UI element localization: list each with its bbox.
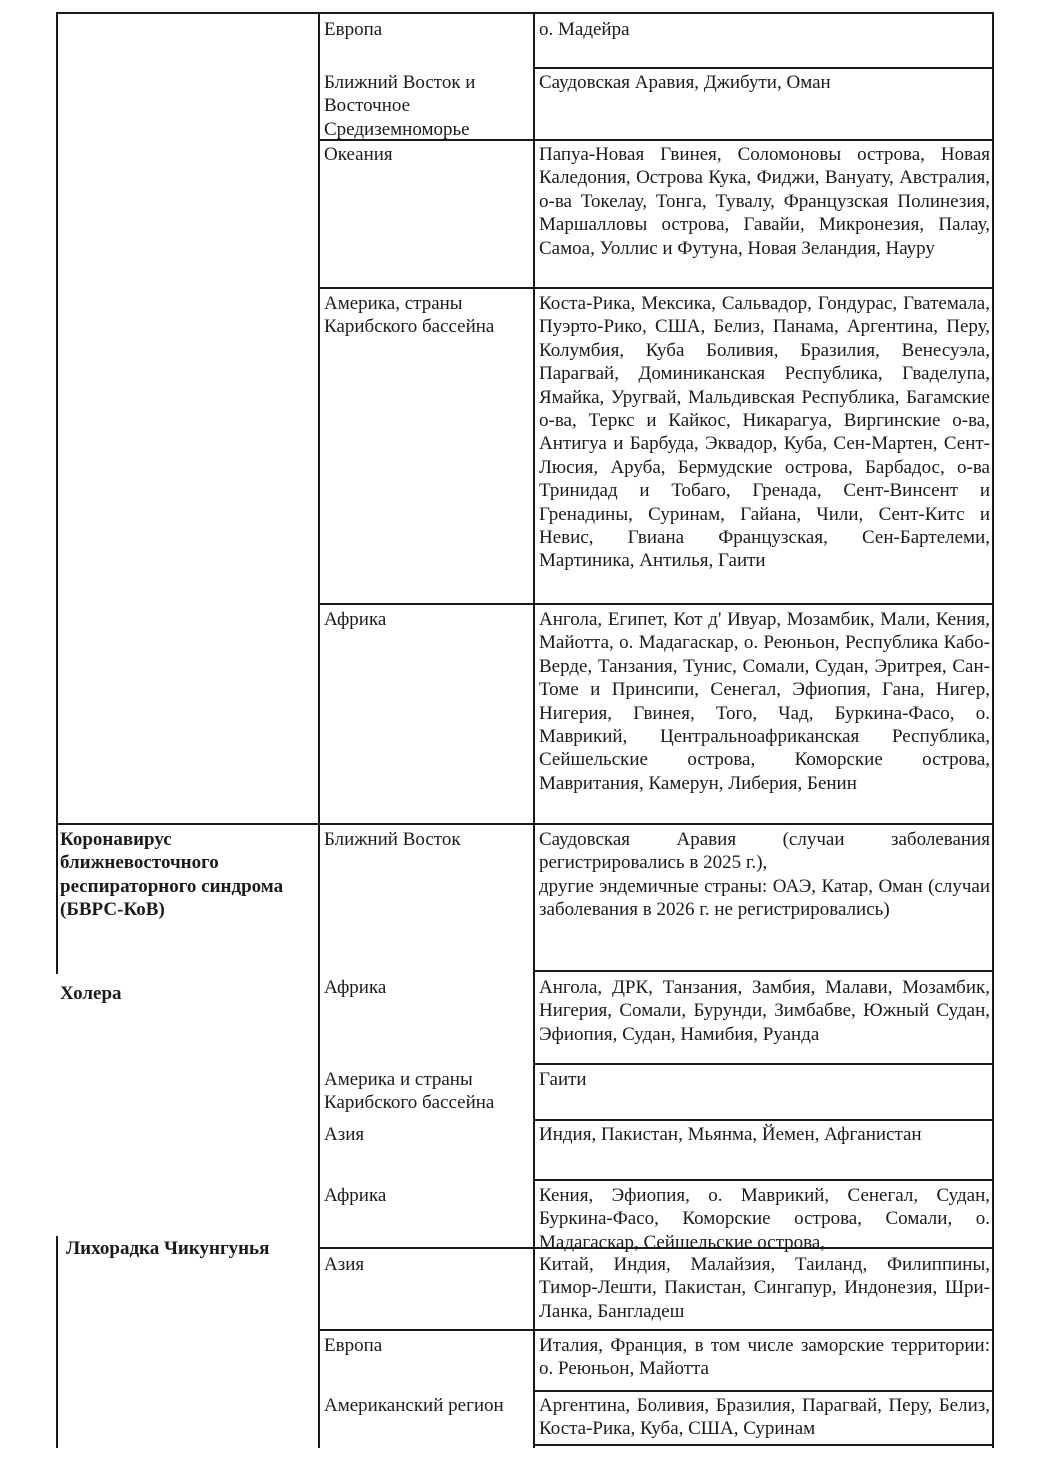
countries-line: Саудовская Аравия (случаи заболевания регистрировались в 2025 г.), (539, 829, 990, 874)
region-cell: Америка и страны Карибского бассейна (324, 1069, 495, 1114)
row-divider (318, 1329, 533, 1331)
region-cell: Африка (324, 977, 387, 998)
column-divider-2 (533, 12, 535, 1448)
table-left-border-lower (56, 1236, 58, 1448)
row-divider (318, 1247, 533, 1249)
table-right-border (992, 12, 994, 1448)
countries-cell: Папуа-Новая Гвинея, Соломоновы острова, Новая Каледония, Острова Кука, Фиджи, Вануату, Австралия, о-ва Токелау, Тонга, Тувалу, Французская Полинезия, Маршалловы острова, Гавайи, Микронезия, Палау, Самоа, Уоллис и Футуна, Новая Зеландия, Науру (539, 144, 990, 259)
disease-chikungunya: Лихорадка Чикунгунья (66, 1238, 270, 1259)
row-divider (533, 1390, 994, 1392)
row-divider (318, 603, 533, 605)
row-divider (533, 970, 994, 972)
region-cell: Африка (324, 609, 387, 630)
countries-cell: Ангола, ДРК, Танзания, Замбия, Малави, Мозамбик, Нигерия, Сомали, Бурунди, Зимбабве, Южный Судан, Эфиопия, Судан, Намибия, Руанда (539, 977, 990, 1045)
row-divider (533, 1329, 994, 1331)
row-divider (533, 1119, 994, 1121)
disease-mers: Коронавирус ближневосточного респираторного синдрома (БВРС-КоВ) (60, 829, 284, 921)
countries-cell: Саудовская Аравия, Джибути, Оман (539, 72, 831, 93)
row-divider (533, 1179, 994, 1181)
column-divider-1 (318, 12, 320, 1448)
region-cell: Африка (324, 1185, 387, 1206)
countries-cell: Ангола, Египет, Кот д' Ивуар, Мозамбик, Мали, Кения, Майотта, о. Мадагаскар, о. Реюньон, Республика Кабо-Верде, Танзания, Тунис, Сомали, Судан, Эритрея, Сан-Томе и Принсипи, Сенегал, Эфиопия, Гана, Нигер, Нигерия, Гвинея, Того, Чад, Буркина-Фасо, о. Маврикий, Центральноафриканская Республика, Сейшельские острова, Коморские острова, Мавритания, Камерун, Либерия, Бенин (539, 609, 990, 794)
region-cell: Азия (324, 1124, 365, 1145)
disease-cholera: Холера (60, 983, 122, 1004)
table-bottom-border (533, 1444, 994, 1446)
countries-cell: Гаити (539, 1069, 587, 1090)
countries-cell: Китай, Индия, Малайзия, Таиланд, Филиппины, Тимор-Лешти, Пакистан, Сингапур, Индонезия, Шри-Ланка, Бангладеш (539, 1254, 990, 1322)
row-divider (56, 823, 318, 825)
table-left-border (56, 12, 58, 974)
row-divider (533, 823, 994, 825)
countries-cell: Италия, Франция, в том числе заморские территории: о. Реюньон, Майотта (539, 1335, 990, 1380)
row-divider (533, 287, 994, 289)
countries-cell (539, 828, 990, 922)
row-divider (318, 287, 533, 289)
region-cell: Океания (324, 144, 393, 165)
row-divider (533, 1063, 994, 1065)
region-cell: Америка, страны Карибского бассейна (324, 293, 495, 338)
countries-cell: Кения, Эфиопия, о. Маврикий, Сенегал, Судан, Буркина-Фасо, Коморские острова, Сомали, о. Мадагаскар, Сейшельские острова, (539, 1185, 990, 1253)
countries-cell: Индия, Пакистан, Мьянма, Йемен, Афганистан (539, 1124, 922, 1145)
region-cell: Ближний Восток (324, 829, 461, 850)
countries-line: другие эндемичные страны: ОАЭ, Катар, Оман (случаи заболевания в 2026 г. не регистрировались) (539, 875, 990, 921)
region-cell: Европа (324, 1335, 383, 1356)
countries-cell: о. Мадейра (539, 19, 630, 40)
region-cell: Американский регион (324, 1395, 504, 1416)
row-divider (533, 603, 994, 605)
row-divider (318, 823, 533, 825)
row-divider (533, 67, 994, 69)
countries-cell: Коста-Рика, Мексика, Сальвадор, Гондурас, Гватемала, Пуэрто-Рико, США, Белиз, Панама, Аргентина, Перу, Колумбия, Куба Боливия, Бразилия, Венесуэла, Парагвай, Доминиканская Республика, Гваделупа, Ямайка, Уругвай, Мальдивская Республика, Багамские о-ва, Теркс и Кайкос, Никарагуа, Виргинские о-ва, Антигуа и Барбуда, Эквадор, Куба, Сен-Мартен, Сент-Люсия, Аруба, Бермудские острова, Барбадос, о-ва Тринидад и Тобаго, Гренада, Сент-Винсент и Гренадины, Суринам, Гайана, Чили, Сент-Китс и Невис, Гвиана Французская, Сен-Бартелеми, Мартиника, Антилья, Гаити (539, 293, 990, 572)
row-divider (533, 139, 994, 141)
countries-cell: Аргентина, Боливия, Бразилия, Парагвай, Перу, Белиз, Коста-Рика, Куба, США, Суринам (539, 1395, 990, 1440)
region-cell: Европа (324, 19, 383, 40)
region-cell: Ближний Восток и Восточное Средиземноморье (324, 72, 476, 140)
table-top-border (56, 12, 994, 14)
region-cell: Азия (324, 1254, 365, 1275)
